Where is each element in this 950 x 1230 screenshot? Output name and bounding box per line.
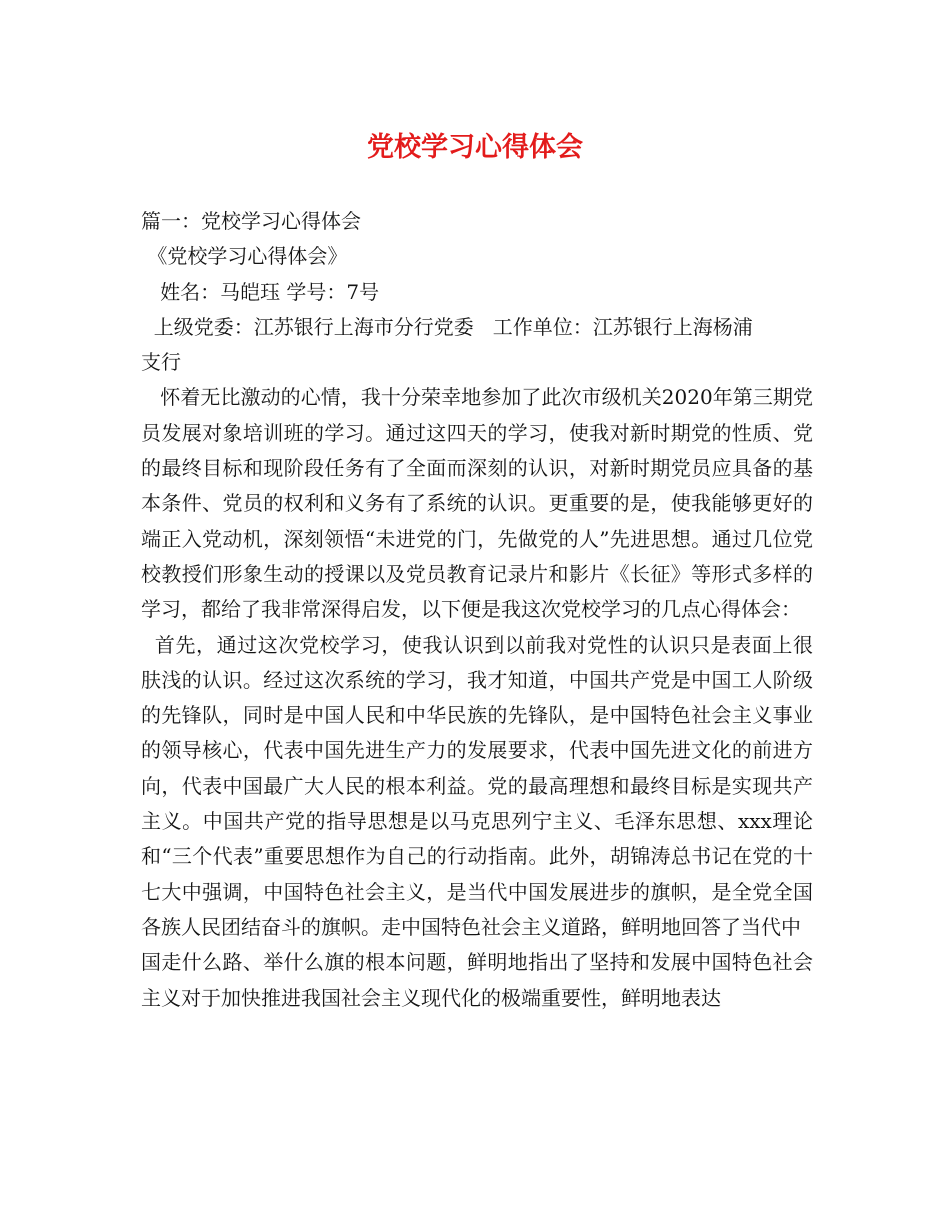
paragraph-first-point: 首先，通过这次党校学习，使我认识到以前我对党性的认识只是表面上很肤浅的认识。经过这次系统的学习，我才知道，中国共产党是中国工人阶级的先锋队，同时是中国人民和中华民族的先锋队，是中国特色社会主义事业的领导核心，代表中国先进生产力的发展要求，代表中国先进文化的前进方向，代表中国最广大人民的根本利益。党的最高理想和最终目标是实现共产主义。中国共产党的指导思想是以马克思列宁主义、毛泽东思想、xxx理论和“三个代表”重要思想作为自己的行动指南。此外，胡锦涛总书记在党的十七大中强调，中国特色社会主义，是当代中国发展进步的旗帜，是全党全国各族人民团结奋斗的旗帜。走中国特色社会主义道路，鲜明地回答了当代中 xyxy=(141,632,814,939)
document-title: 党校学习心得体会 xyxy=(367,132,583,163)
essay-title: 《党校学习心得体会》 xyxy=(141,244,348,269)
paragraph-continuation: 国走什么路、举什么旗的根本问题，鲜明地指出了坚持和发展中国特色社会主义对于加快推进我国社会主义现代化的极端重要性，鲜明地表达 xyxy=(141,950,813,1010)
document-body xyxy=(141,204,813,1016)
paragraph-intro: 怀着无比激动的心情，我十分荣幸地参加了此次市级机关2020年第三期党员发展对象培训班的学习。通过这四天的学习，使我对新时期党的性质、党的最终目标和现阶段任务有了全面而深刻的认识，对新时期党员应具备的基本条件、党员的权利和义务有了系统的认识。更重要的是，使我能够更好的端正入党动机，深刻领悟“未进党的门，先做党的人”先进思想。通过几位党校教授们形象生动的授课以及党员教育记录片和影片《长征》等形式多样的学习，都给了我非常深得启发，以下便是我这次党校学习的几点心得体会： xyxy=(141,385,813,622)
author-info: 姓名：马皑珏 学号：7号 xyxy=(141,279,380,304)
section-heading: 篇一：党校学习心得体会 xyxy=(141,209,361,233)
affiliation-info: 上级党委：江苏银行上海市分行党委 工作单位：江苏银行上海杨浦 xyxy=(141,314,753,339)
affiliation-info-cont: 支行 xyxy=(141,350,181,375)
